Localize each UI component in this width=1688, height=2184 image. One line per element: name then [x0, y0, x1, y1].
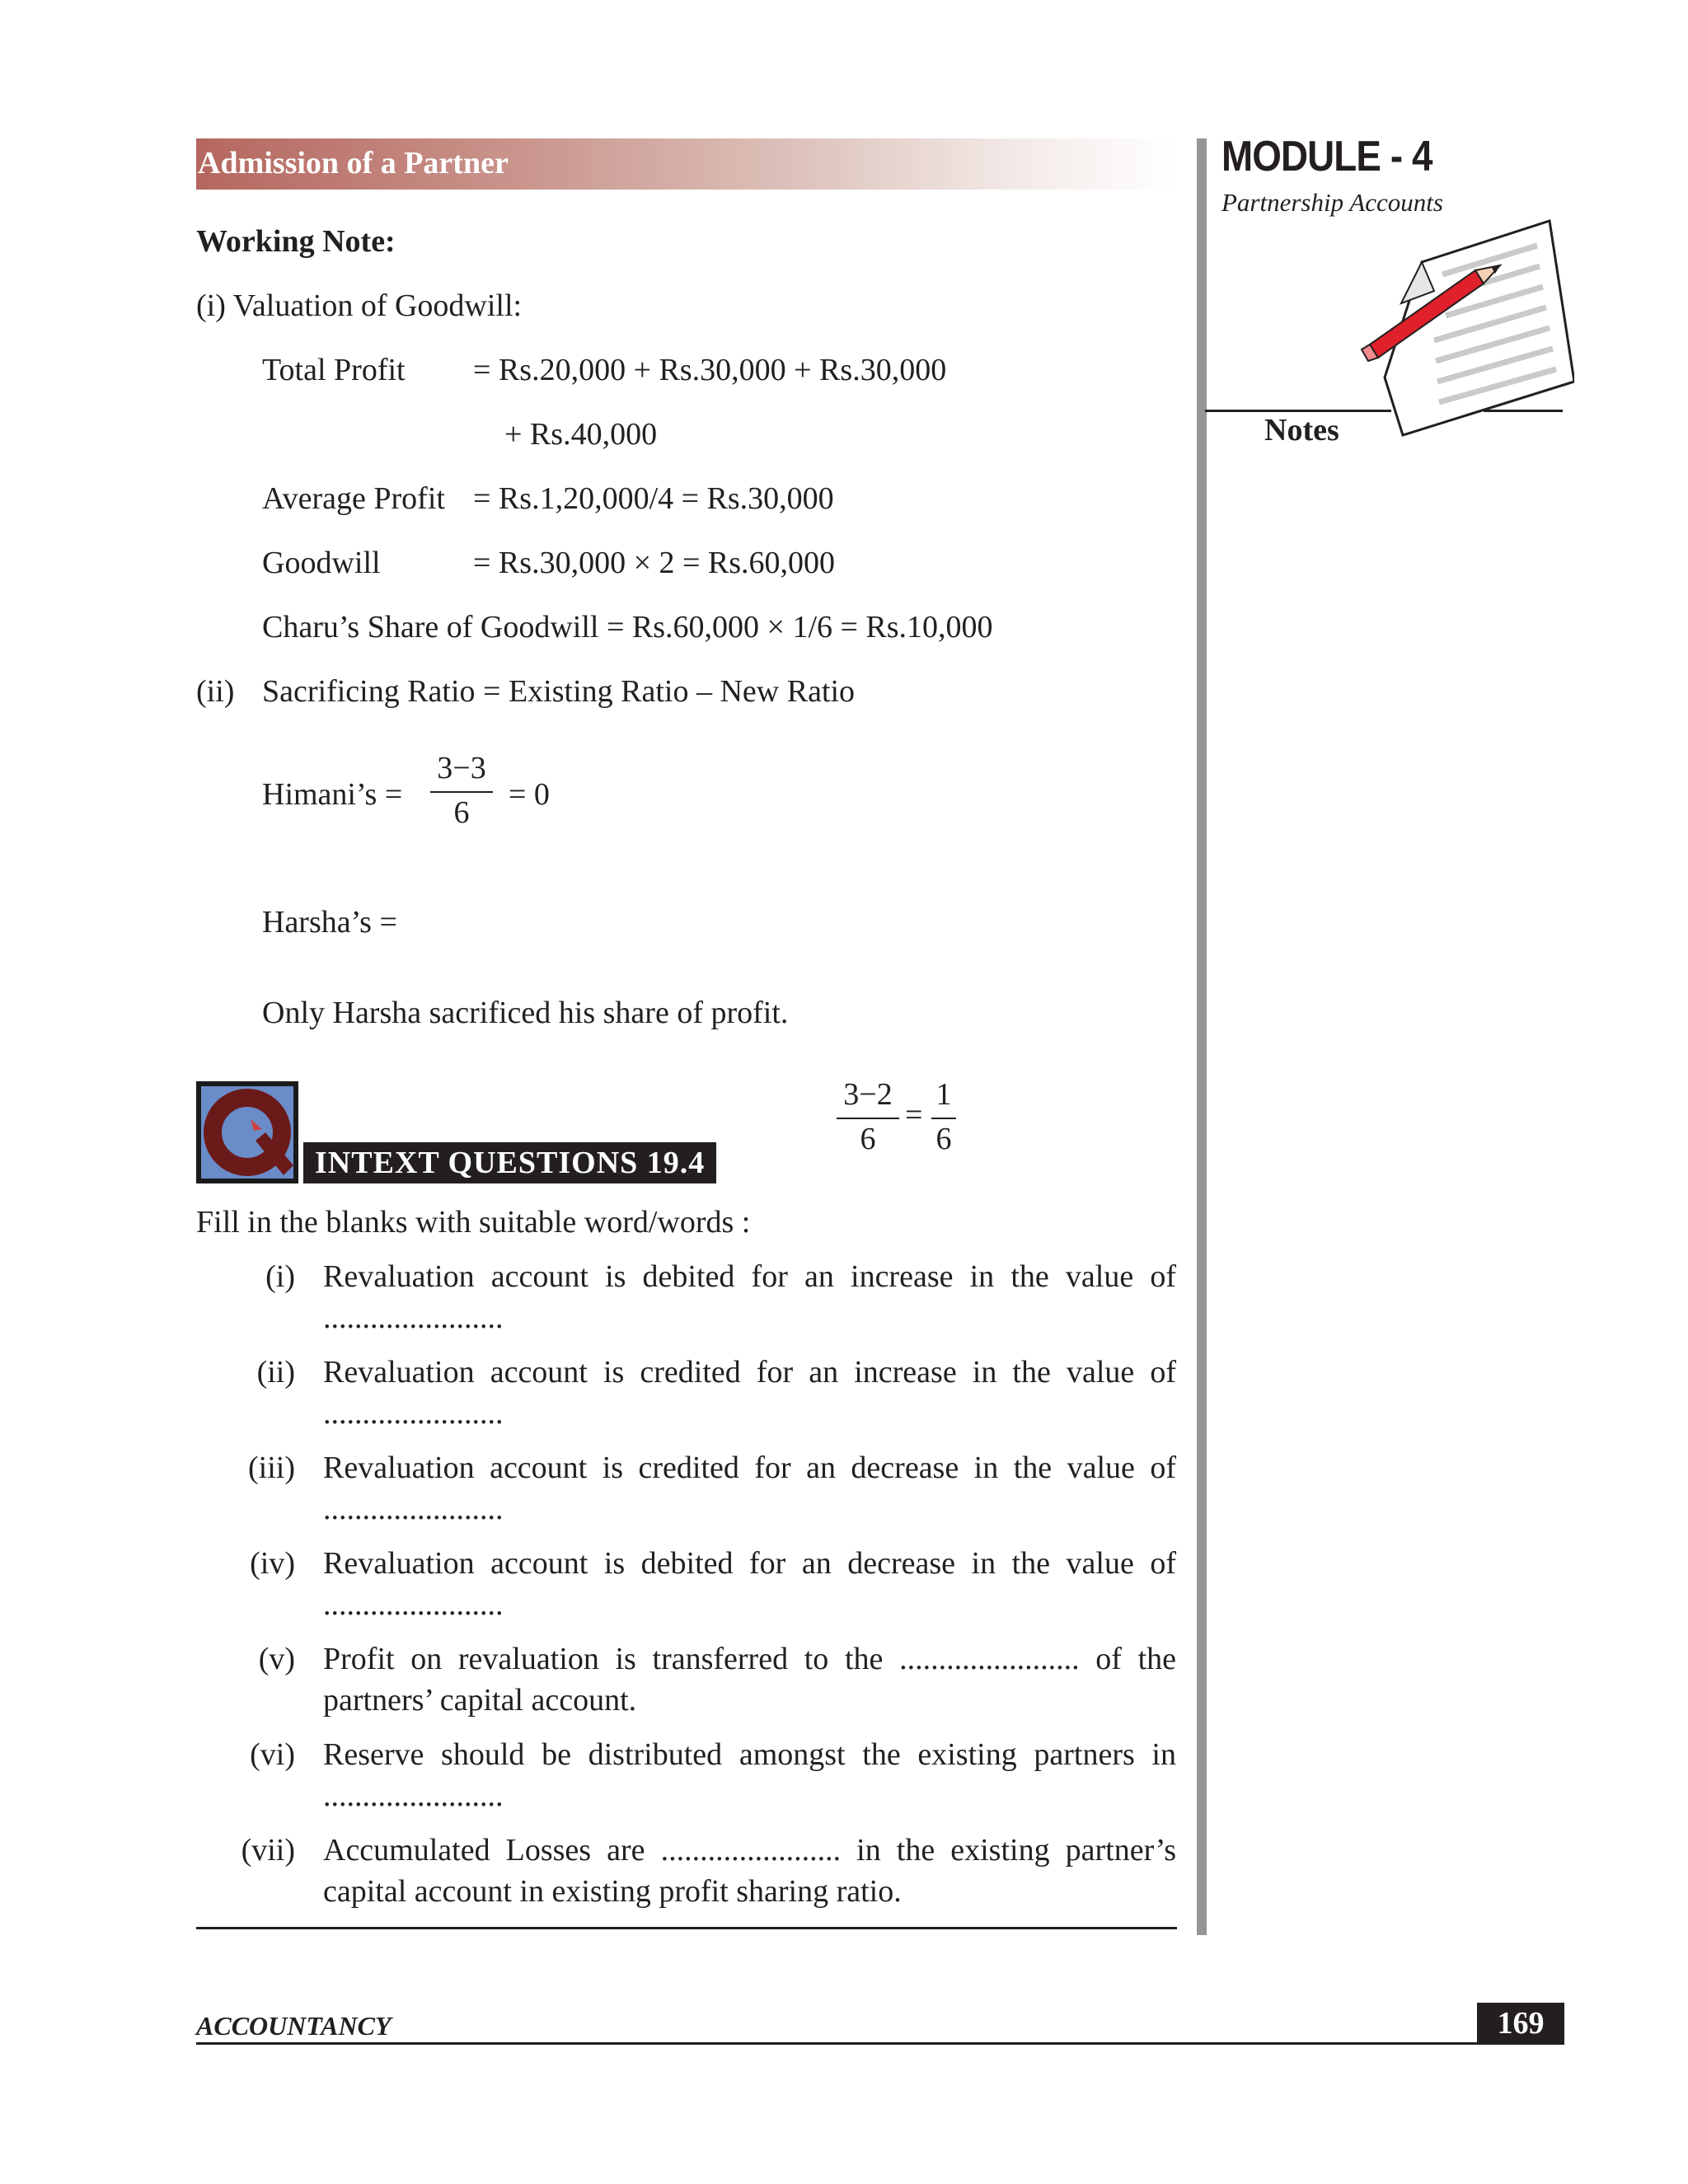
question-blank: ....................... [323, 1396, 504, 1431]
footer-subject: ACCOUNTANCY [196, 2011, 392, 2041]
fraction-bar [931, 1118, 956, 1119]
sidebar-divider [1197, 138, 1207, 1935]
question-number: (iii) [248, 1451, 295, 1485]
question-blank: ....................... [323, 1301, 504, 1335]
himani-numerator: 3−3 [437, 751, 486, 785]
question-number: (iv) [250, 1546, 295, 1581]
module-subtitle: Partnership Accounts [1221, 188, 1443, 217]
question-line: Revaluation account is credited for an decrease in the value of [323, 1451, 1176, 1485]
question-q-icon [196, 1081, 298, 1183]
total-profit-line2: + Rs.40,000 [504, 417, 658, 452]
question-line: partners’ capital account. [323, 1683, 637, 1718]
charu-share-line: Charu’s Share of Goodwill = Rs.60,000 × 1/6 = Rs.10,000 [262, 610, 993, 644]
himani-fraction [429, 750, 495, 831]
goodwill-valuation-title: (i) Valuation of Goodwill: [196, 288, 523, 323]
total-profit-label: Total Profit [262, 353, 406, 387]
question-text [323, 1543, 1176, 1625]
harsha-numerator: 3−2 [843, 1077, 893, 1112]
working-note-heading: Working Note: [196, 224, 396, 259]
himani-label: Himani’s = [262, 777, 403, 812]
himani-denominator: 6 [453, 795, 470, 830]
sacrificing-ratio-number: (ii) [196, 674, 235, 709]
question-line: capital account in existing profit sharing ratio. [323, 1874, 902, 1909]
harsha-result-fraction [930, 1076, 958, 1157]
question-line: Revaluation account is debited for an increase in the value of [323, 1259, 1176, 1294]
question-number: (v) [258, 1642, 295, 1676]
fraction-bar [837, 1118, 899, 1119]
question-line: Revaluation account is debited for an decrease in the value of [323, 1546, 1176, 1581]
fill-blanks-instruction: Fill in the blanks with suitable word/words : [196, 1205, 751, 1240]
harsha-result-numerator: 1 [935, 1077, 952, 1112]
average-profit-label: Average Profit [262, 481, 445, 516]
question-number: (ii) [256, 1355, 295, 1390]
page-number: 169 [1497, 2006, 1545, 2041]
question-blank: ....................... [323, 1492, 504, 1526]
footer-rule [196, 2042, 1564, 2045]
harsha-denominator: 6 [860, 1122, 876, 1156]
himani-result: = 0 [509, 777, 550, 812]
module-title: MODULE - 4 [1221, 133, 1432, 180]
goodwill-value: = Rs.30,000 × 2 = Rs.60,000 [473, 546, 836, 580]
question-line: Accumulated Losses are ....................... in the existing partner’s [323, 1833, 1176, 1868]
question-text [323, 1830, 1176, 1912]
question-text [323, 1734, 1176, 1816]
sacrificing-ratio-line: Sacrificing Ratio = Existing Ratio – New Ratio [262, 674, 856, 709]
conclusion-line: Only Harsha sacrificed his share of profit. [262, 996, 789, 1030]
content-end-rule [196, 1927, 1177, 1929]
section-title: Admission of a Partner [198, 146, 509, 180]
question-text [323, 1447, 1176, 1530]
harsha-result-denominator: 6 [935, 1122, 952, 1156]
notes-rule-right [1484, 410, 1563, 412]
notes-label: Notes [1264, 413, 1339, 448]
question-text [323, 1352, 1176, 1434]
q-letter-icon [201, 1086, 293, 1179]
harsha-equals: = [905, 1098, 923, 1132]
question-text [323, 1256, 1176, 1338]
question-line: Profit on revaluation is transferred to the ....................... of the [323, 1642, 1176, 1676]
harsha-label: Harsha’s = [262, 905, 397, 940]
average-profit-value: = Rs.1,20,000/4 = Rs.30,000 [473, 481, 834, 516]
question-blank: ....................... [323, 1779, 504, 1813]
question-blank: ....................... [323, 1587, 504, 1622]
goodwill-label: Goodwill [262, 546, 381, 580]
question-text [323, 1638, 1176, 1721]
question-number: (i) [265, 1259, 295, 1294]
harsha-fraction [835, 1076, 901, 1157]
intext-questions-banner: INTEXT QUESTIONS 19.4 [303, 1142, 716, 1183]
question-number: (vi) [250, 1737, 295, 1772]
notes-pencil-icon [1352, 213, 1574, 452]
question-line: Reserve should be distributed amongst the existing partners in [323, 1737, 1176, 1772]
question-line: Revaluation account is credited for an increase in the value of [323, 1355, 1176, 1390]
fraction-bar [430, 791, 493, 793]
total-profit-line1: = Rs.20,000 + Rs.30,000 + Rs.30,000 [473, 353, 947, 387]
question-number: (vii) [241, 1833, 295, 1868]
